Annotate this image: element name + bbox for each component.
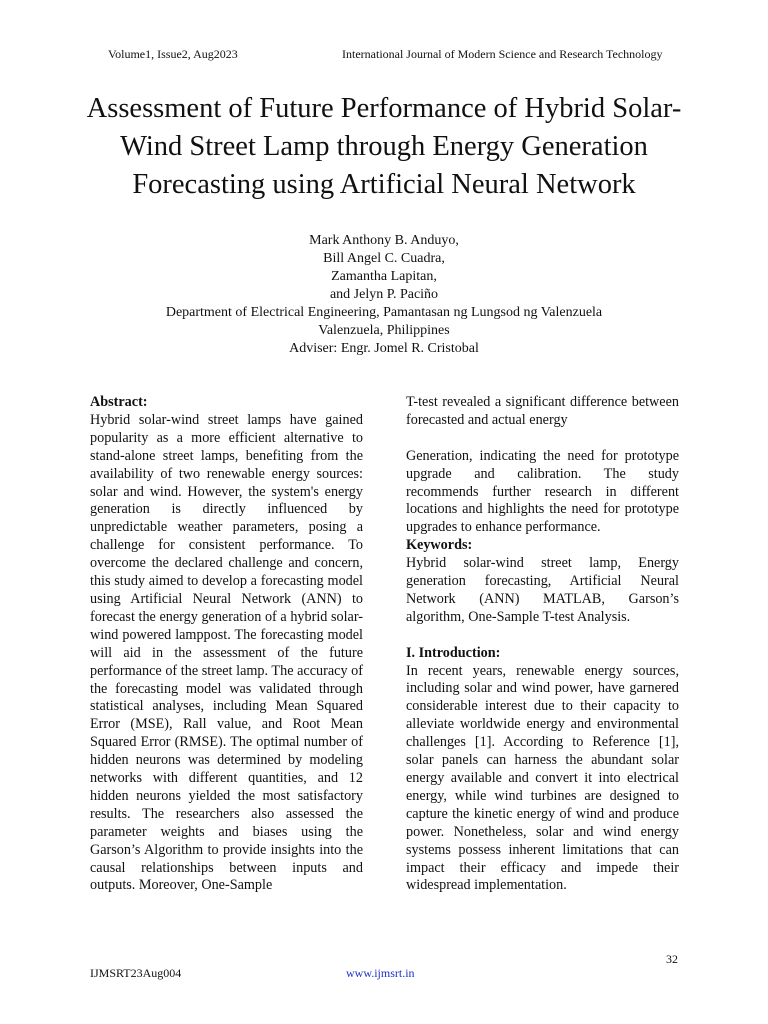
header-journal: International Journal of Modern Science and Research Technology <box>342 47 663 61</box>
keywords-text: Hybrid solar-wind street lamp, Energy generation forecasting, Artificial Neural Network (ANN) MATLAB, Garson’s algorithm, One-Sample T-test Analysis. <box>406 555 679 625</box>
abstract-heading: Abstract: <box>90 394 148 410</box>
header-volume: Volume1, Issue2, Aug2023 <box>108 47 238 61</box>
page-number: 32 <box>666 952 678 966</box>
author-line: and Jelyn P. Paciño <box>329 287 439 302</box>
paper-title: Assessment of Future Performance of Hybrid Solar-Wind Street Lamp through Energy Generation Forecasting using Artificial Neural Network <box>86 93 682 200</box>
introduction-heading: I. Introduction: <box>406 644 501 661</box>
affiliation: Department of Electrical Engineering, Pamantasan ng Lungsod ng Valenzuela <box>165 305 603 320</box>
abstract-continued-2: Generation, indicating the need for prototype upgrade and calibration. The study recommends further research in different locations and highlights the need for prototype upgrades to enhance performance. <box>406 447 679 536</box>
left-column <box>90 394 363 895</box>
author-line: Bill Angel C. Cuadra, <box>323 251 445 266</box>
footer-url-link[interactable]: www.ijmsrt.in <box>346 966 415 980</box>
footer-code: IJMSRT23Aug004 <box>90 966 182 980</box>
adviser: Adviser: Engr. Jomel R. Cristobal <box>289 341 479 356</box>
abstract-text: Hybrid solar-wind street lamps have gained popularity as a more efficient alternative to stand-alone street lamps, benefiting from the availability of two renewable energy sources: solar and wind. However, the system's energy generation is directly influenced by unpredictable weather parameters, posing a challenge for consistent performance. To overcome the declared challenge and concern, this study aimed to develop a forecasting model using Artificial Neural Network (ANN) to forecast the energy generation of a hybrid solar-wind powered lamppost. The forecasting model will aid in the assessment of the future performance of the street lamp. The accuracy of the forecasting model was validated through statistical analyses, including Mean Squared Error (MSE), Rall value, and Root Mean Squared Error (RMSE). The optimal number of hidden neurons was determined by modeling networks with different quantities, and 12 hidden neurons yielded the most satisfactory results. The researchers also assessed the parameter weights and biases using the Garson’s Algorithm to provide insights into the causal relationships between inputs and outputs. Moreover, One-Sample <box>90 411 363 894</box>
keywords-heading: Keywords: <box>406 537 473 554</box>
author-line: Mark Anthony B. Anduyo, <box>309 233 459 248</box>
author-line: Zamantha Lapitan, <box>331 269 437 284</box>
author-block <box>60 232 708 358</box>
location: Valenzuela, Philippines <box>318 323 450 338</box>
introduction-text: In recent years, renewable energy sources, including solar and wind power, have garnered considerable interest due to their capacity to alleviate worldwide energy and environmental challenges [1]. According to Reference [1], solar panels can harness the abundant solar energy available and convert it into electrical energy, while wind turbines are designed to capture the kinetic energy of wind and produce power. Nonetheless, solar and wind energy systems possess inherent limitations that can impact their efficacy and impede their widespread implementation. <box>406 662 679 894</box>
right-column <box>406 394 679 895</box>
abstract-continued: T-test revealed a significant difference between forecasted and actual energy <box>406 394 679 428</box>
